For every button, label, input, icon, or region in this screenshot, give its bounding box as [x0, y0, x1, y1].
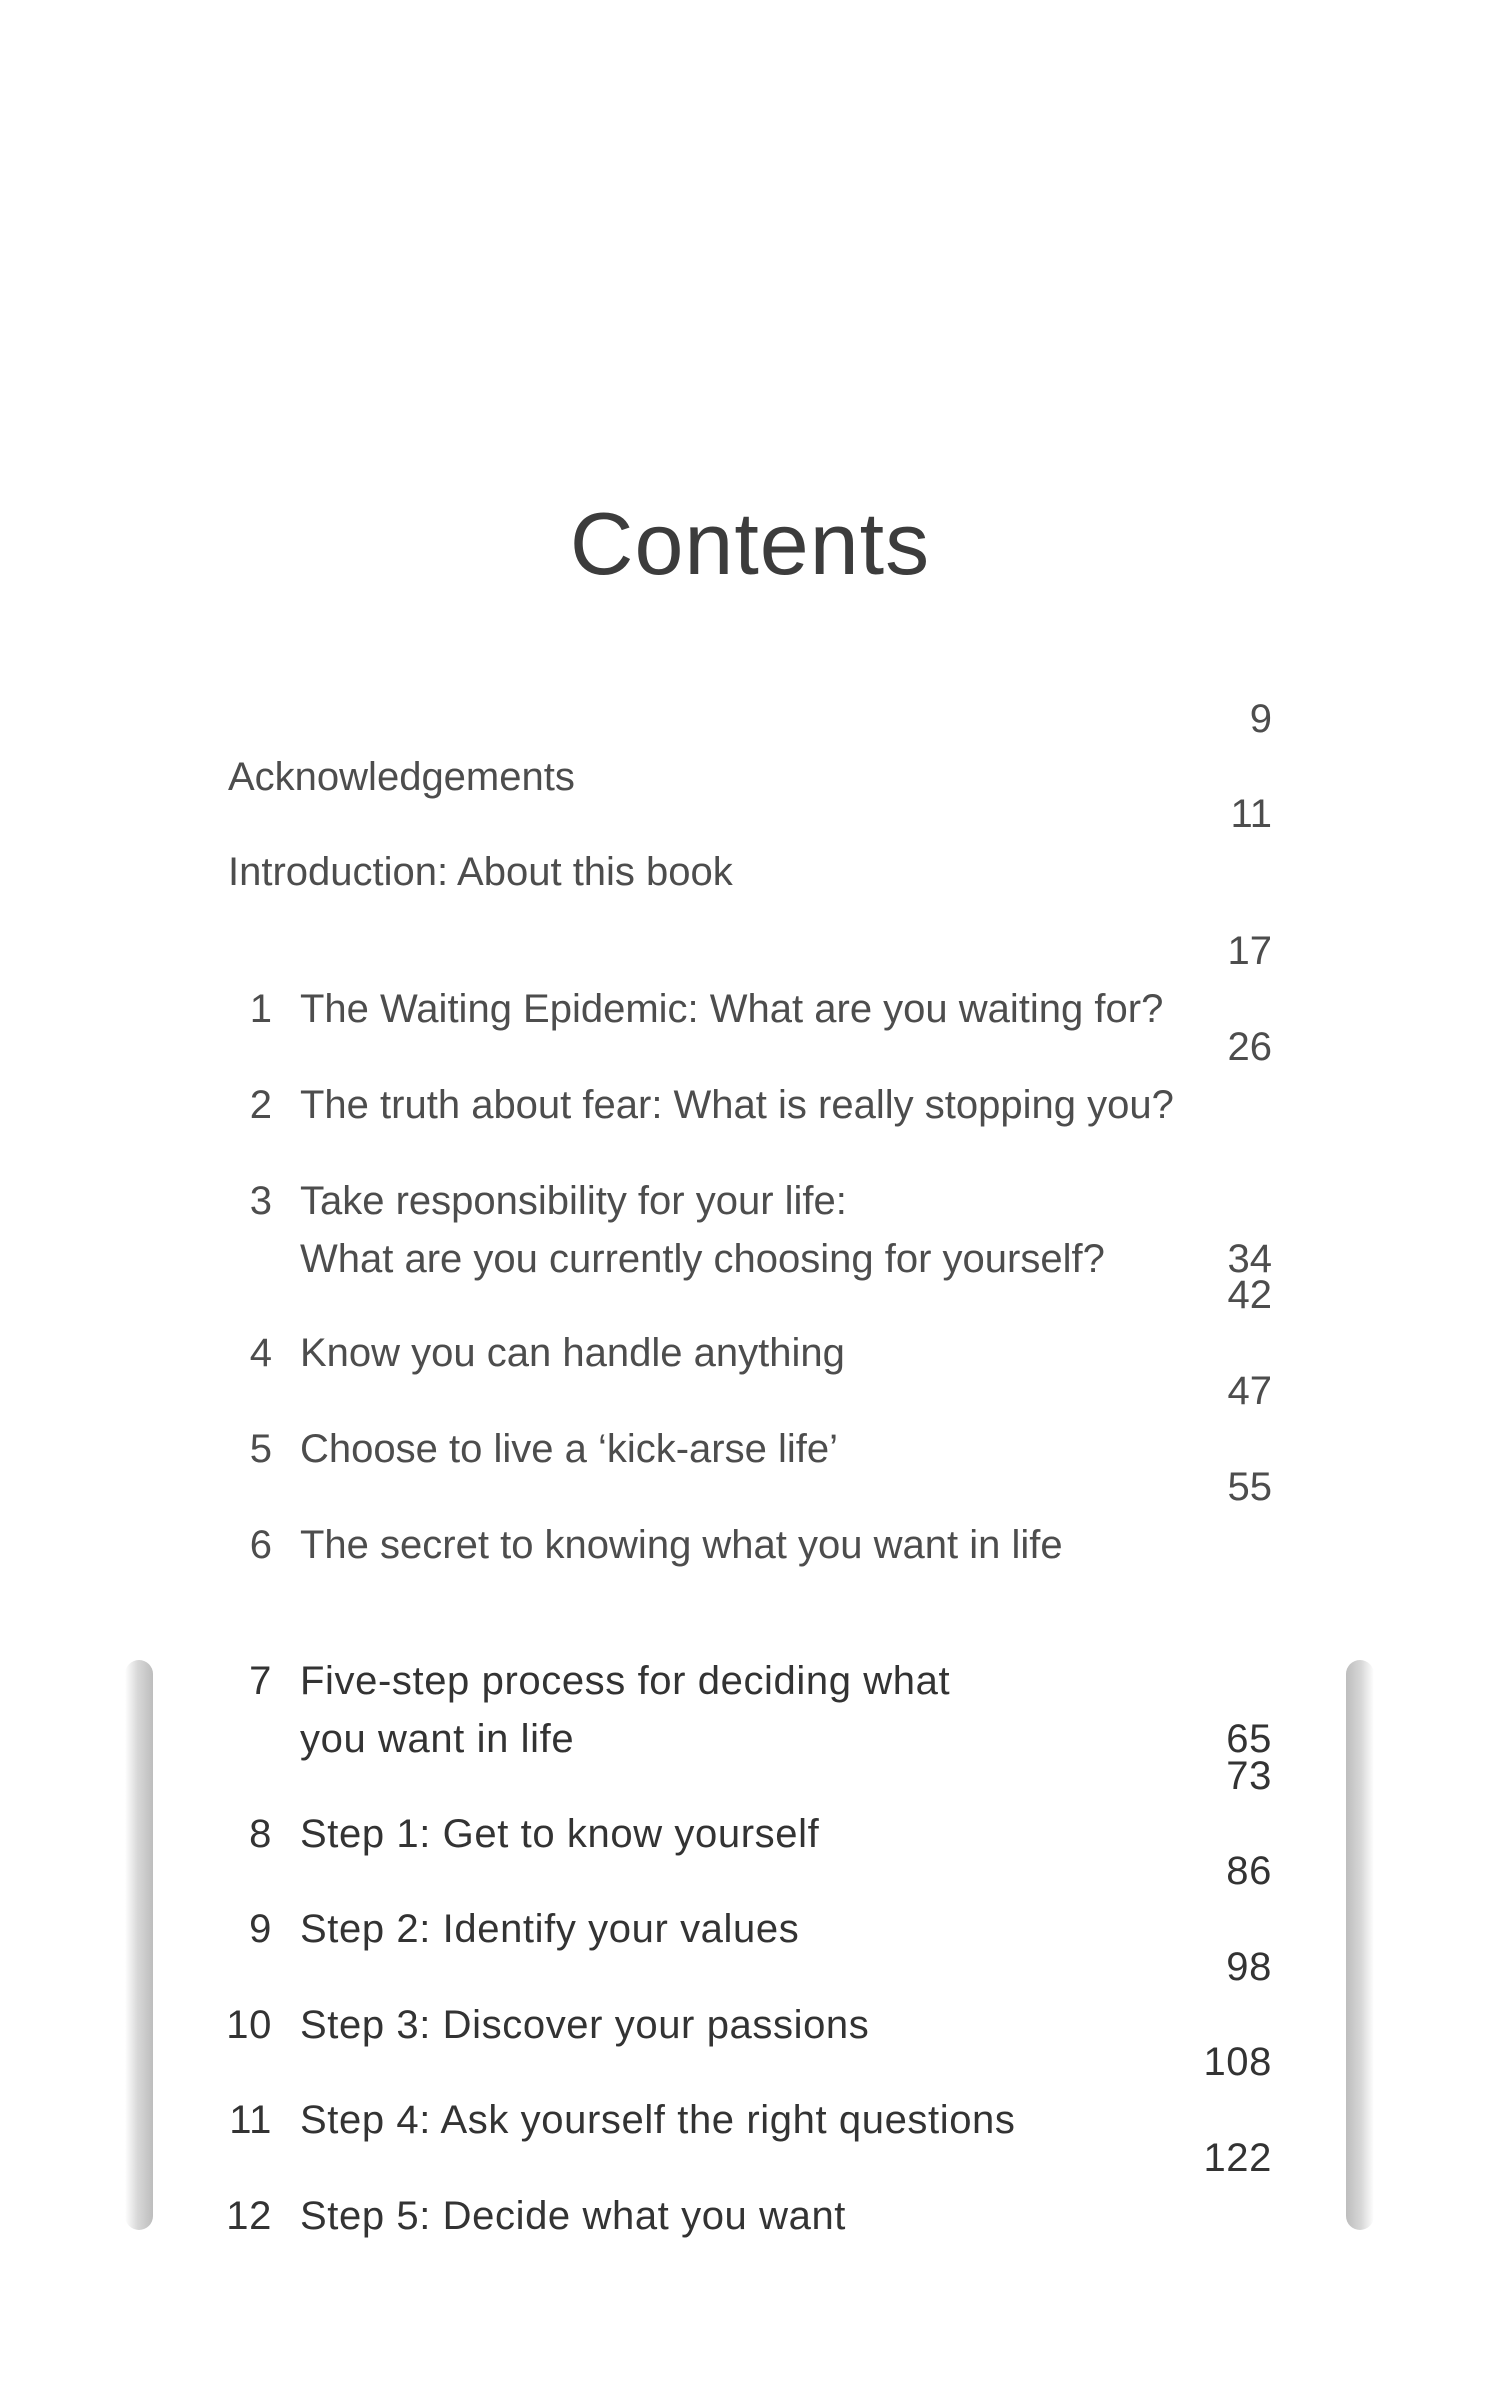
toc-entry-title-line: you want in life — [300, 1717, 575, 1761]
toc-entry-page: 42 — [1227, 1273, 1272, 1317]
toc-entry-page: 34 — [1227, 1237, 1272, 1281]
toc-entry-number: 2 — [249, 1083, 272, 1127]
toc-entry-title — [300, 1324, 1160, 1382]
toc-entry-title — [300, 1516, 1160, 1574]
toc-entry-title — [228, 748, 1088, 806]
toc-entry-title-line: Step 3: Discover your passions — [300, 2003, 870, 2047]
toc-entry-title-line: Step 2: Identify your values — [300, 1907, 800, 1951]
toc-entry-title-line: Know you can handle anything — [300, 1331, 845, 1375]
toc-entry-title-line: Acknowledgements — [228, 755, 575, 799]
toc-entry-page: 17 — [1227, 929, 1272, 973]
toc-entry-page: 47 — [1227, 1369, 1272, 1413]
toc-entry-title-line: Step 1: Get to know yourself — [300, 1812, 820, 1856]
toc-entry-title-line: Five-step process for deciding what — [300, 1659, 951, 1703]
toc-entry-number: 11 — [229, 2098, 272, 2142]
toc-entry-title-line: The Waiting Epidemic: What are you waiting for? — [300, 987, 1164, 1031]
toc-entry-number: 7 — [249, 1659, 272, 1703]
toc-entry-title — [300, 1652, 1160, 1768]
toc-entry-title — [300, 2091, 1160, 2149]
toc-entry-number: 6 — [249, 1523, 272, 1567]
toc-entry-number: 5 — [249, 1427, 272, 1471]
toc-entry-number: 8 — [249, 1812, 272, 1856]
toc-entry-title-line: Take responsibility for your life: — [300, 1179, 847, 1223]
toc-entry-page: 11 — [1230, 792, 1272, 836]
toc-entry-title-line: What are you currently choosing for yourself? — [300, 1237, 1105, 1281]
page-title: Contents — [569, 494, 931, 593]
toc-entry-title — [300, 1076, 1174, 1134]
toc-entry-chapter-7 — [0, 1652, 1500, 1768]
toc-entry-title — [300, 2187, 1160, 2245]
toc-entry-number: 9 — [249, 1907, 272, 1951]
toc-entry-title-line: Introduction: About this book — [228, 850, 733, 894]
toc-entry-title-line: Choose to live a ‘kick-arse life’ — [300, 1427, 838, 1471]
toc-entry-page: 26 — [1227, 1025, 1272, 1069]
toc-entry-chapter-3 — [0, 1172, 1500, 1288]
toc-entry-number: 10 — [226, 2003, 272, 2047]
toc-entry-title — [228, 843, 1088, 901]
toc-entry-page: 86 — [1226, 1849, 1272, 1893]
toc-entry-number: 12 — [226, 2194, 272, 2238]
toc-entry-title-line: The truth about fear: What is really stopping you? — [300, 1083, 1174, 1127]
toc-entry-title — [300, 1420, 1160, 1478]
toc-entry-page: 122 — [1203, 2136, 1272, 2180]
toc-entry-title-line: Step 4: Ask yourself the right questions — [300, 2098, 1016, 2142]
toc-entry-page: 65 — [1226, 1717, 1272, 1761]
toc-entry-title — [300, 1805, 1160, 1863]
toc-entry-page: 9 — [1249, 697, 1272, 741]
toc-entry-title — [300, 1996, 1160, 2054]
toc-entry-title — [300, 980, 1164, 1038]
toc-entry-title — [300, 1900, 1160, 1958]
toc-entry-number: 3 — [249, 1179, 272, 1223]
toc-entry-number: 4 — [249, 1331, 272, 1375]
toc-entry-number: 1 — [249, 987, 272, 1031]
toc-entry-page: 108 — [1203, 2040, 1272, 2084]
toc-entry-title — [300, 1172, 1160, 1288]
toc-entry-page: 98 — [1226, 1945, 1272, 1989]
toc-entry-title-line: Step 5: Decide what you want — [300, 2194, 846, 2238]
toc-entry-title-line: The secret to knowing what you want in life — [300, 1523, 1063, 1567]
toc-entry-page: 73 — [1226, 1754, 1272, 1798]
toc-entry-page: 55 — [1227, 1465, 1272, 1509]
